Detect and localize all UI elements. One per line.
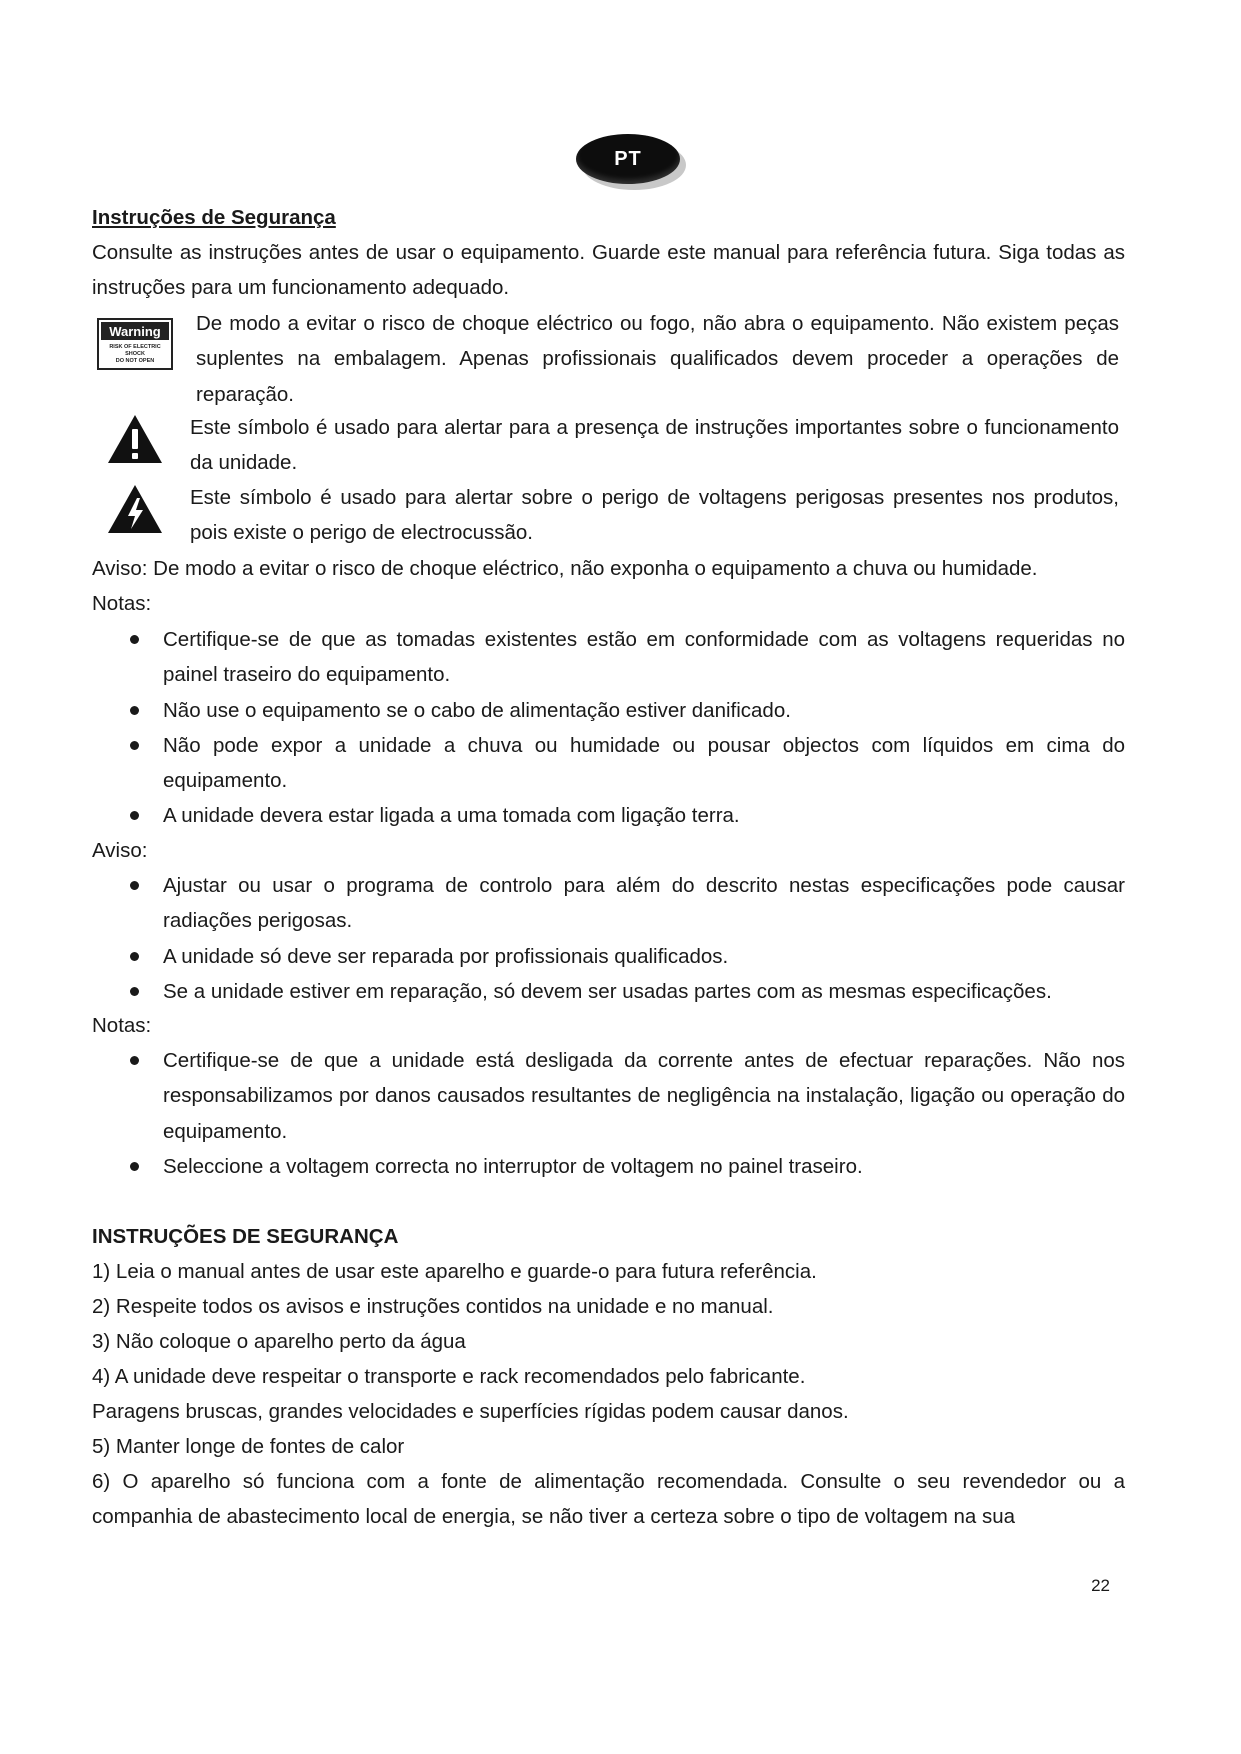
list-item-text: Certifique-se de que as tomadas existentes estão em conformidade com as voltagens requeridas no painel traseiro do equipamento. (163, 628, 1125, 687)
bullet-icon (130, 1162, 139, 1171)
numbered-item: Paragens bruscas, grandes velocidades e superfícies rígidas podem causar danos. (92, 1400, 849, 1423)
section-heading: Instruções de Segurança (92, 206, 336, 229)
list-item-text: Ajustar ou usar o programa de controlo para além do descrito nestas especificações pode causar radiações perigosas. (163, 874, 1125, 933)
warning-label-line1: RISK OF ELECTRIC SHOCK (109, 344, 161, 357)
bullet-icon (130, 987, 139, 996)
page-number: 22 (1091, 1576, 1110, 1595)
list-item-text: Se a unidade estiver em reparação, só devem ser usadas partes com as mesmas especificações. (163, 980, 1052, 1003)
bullet-icon (130, 635, 139, 644)
list-item-text: Seleccione a voltagem correcta no interruptor de voltagem no painel traseiro. (163, 1155, 863, 1178)
list-item-text: A unidade devera estar ligada a uma tomada com ligação terra. (163, 804, 740, 827)
section-heading-2: INSTRUÇÕES DE SEGURANÇA (92, 1225, 399, 1248)
bullet-icon (130, 952, 139, 961)
list-item-text: Não use o equipamento se o cabo de alimentação estiver danificado. (163, 699, 791, 722)
language-badge (576, 134, 684, 188)
badge-label: PT (576, 134, 680, 184)
numbered-item: 6) O aparelho só funciona com a fonte de alimentação recomendada. Consulte o seu revendedor ou a companhia de abastecimento local de energia, se não tiver a certeza sobre o tipo de voltagem na sua (92, 1470, 1125, 1529)
warning-label-box (97, 318, 173, 370)
numbered-item: 2) Respeite todos os avisos e instruções contidos na unidade e no manual. (92, 1295, 774, 1318)
notas-label: Notas: (92, 1014, 152, 1037)
bullet-icon (130, 706, 139, 715)
numbered-item: 4) A unidade deve respeitar o transporte e rack recomendados pelo fabricante. (92, 1365, 806, 1388)
list-item-text: A unidade só deve ser reparada por profissionais qualificados. (163, 945, 729, 968)
numbered-item: 1) Leia o manual antes de usar este aparelho e guarde-o para futura referência. (92, 1260, 817, 1283)
warning-label-line2: DO NOT OPEN (115, 358, 155, 364)
exclamation-triangle-icon (106, 413, 164, 465)
aviso-label: Aviso: (92, 839, 148, 862)
numbered-item: 3) Não coloque o aparelho perto da água (92, 1330, 466, 1353)
notas-label: Notas: (92, 592, 152, 615)
numbered-item: 5) Manter longe de fontes de calor (92, 1435, 405, 1458)
bullet-icon (130, 881, 139, 890)
list-item-text: Não pode expor a unidade a chuva ou humidade ou pousar objectos com líquidos em cima do equipamento. (163, 734, 1125, 793)
warning-label-title: Warning (101, 322, 169, 340)
aviso-line: Aviso: De modo a evitar o risco de choque eléctrico, não exponha o equipamento a chuva ou humidade. (92, 557, 1038, 580)
high-voltage-triangle-icon (106, 483, 164, 535)
warning-label-icon (97, 318, 173, 370)
exclamation-paragraph: Este símbolo é usado para alertar para a presença de instruções importantes sobre o funcionamento da unidade. (190, 416, 1119, 475)
bullet-icon (130, 1056, 139, 1065)
intro-paragraph: Consulte as instruções antes de usar o equipamento. Guarde este manual para referência futura. Siga todas as instruções para um funcionamento adequado. (92, 241, 1125, 300)
list-item-text: Certifique-se de que a unidade está desligada da corrente antes de efectuar reparações. Não nos responsabilizamos por danos causados resultantes de negligência na instalação, ligação ou operação do equipamento. (163, 1049, 1125, 1143)
warning-label-subtext (101, 344, 169, 365)
warning-paragraph: De modo a evitar o risco de choque eléctrico ou fogo, não abra o equipamento. Não existem peças suplentes na embalagem. Apenas profissionais qualificados devem proceder a operações de reparação. (196, 312, 1119, 406)
lightning-paragraph: Este símbolo é usado para alertar sobre o perigo de voltagens perigosas presentes nos produtos, pois existe o perigo de electrocussão. (190, 486, 1119, 545)
bullet-icon (130, 741, 139, 750)
bullet-icon (130, 811, 139, 820)
